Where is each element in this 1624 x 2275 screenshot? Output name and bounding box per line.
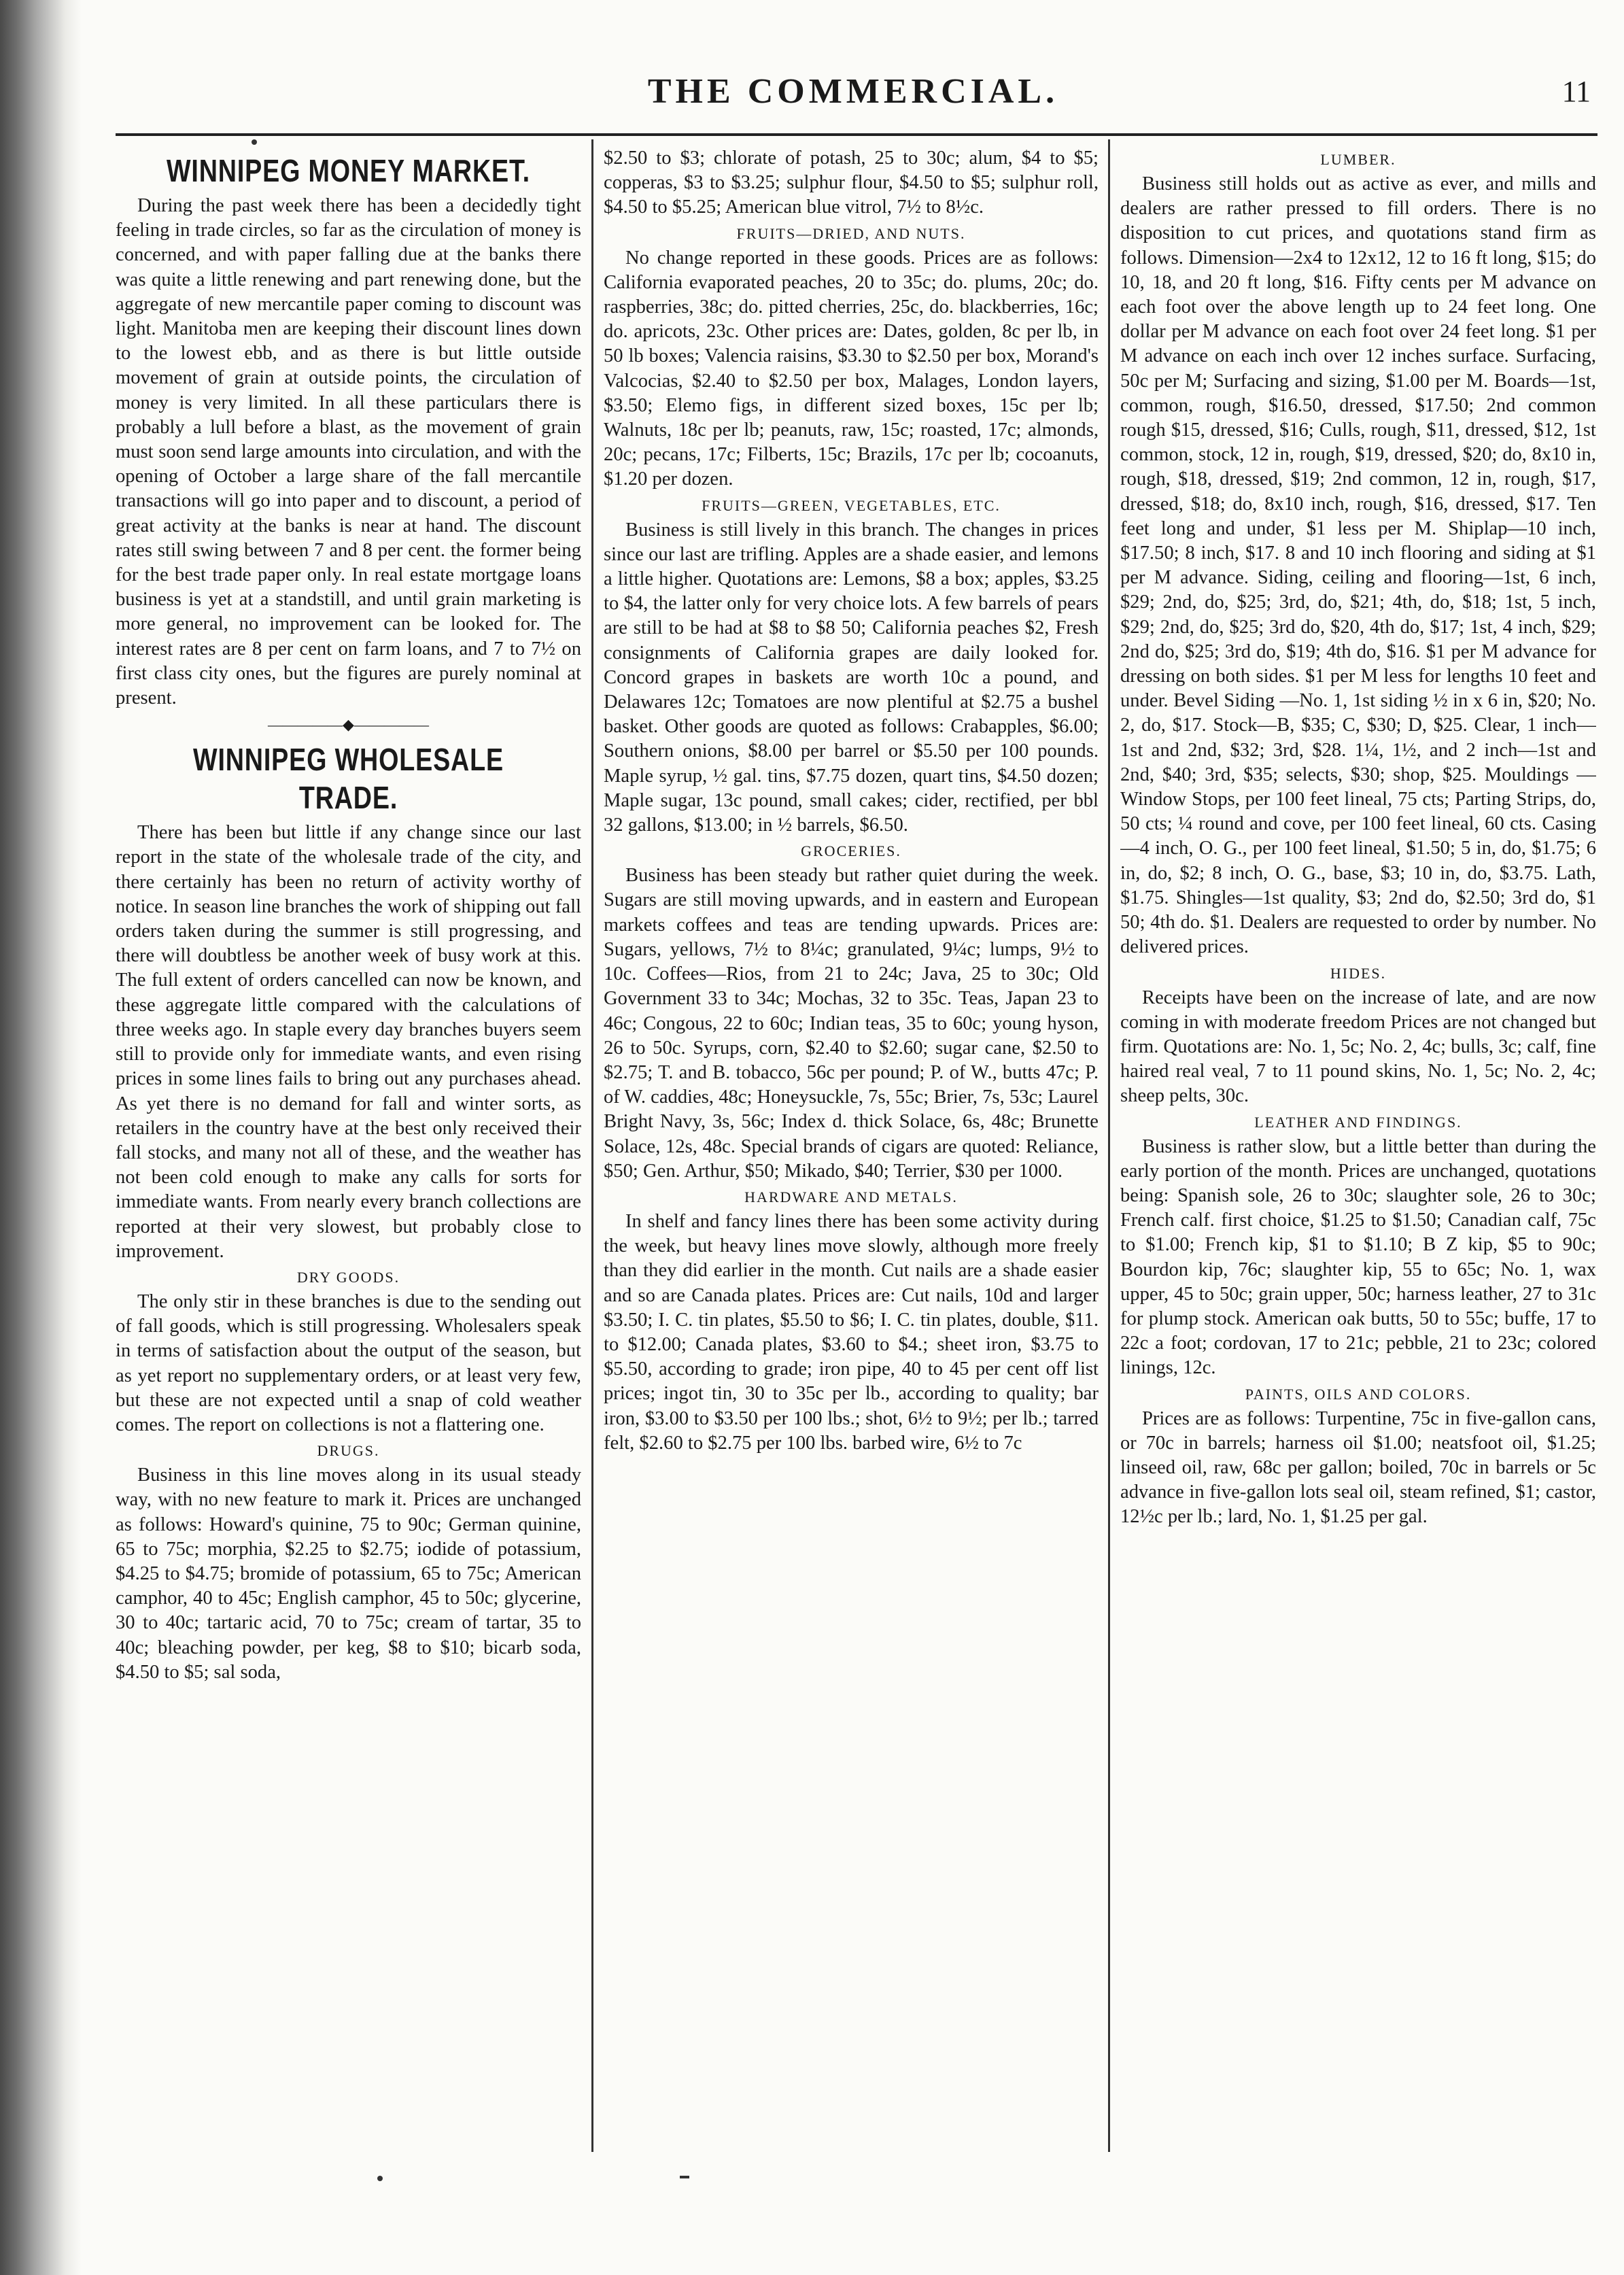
headline-money-market: WINNIPEG MONEY MARKET. bbox=[167, 153, 530, 188]
column-divider-2 bbox=[1108, 139, 1110, 2152]
subhead-groceries: GROCERIES. bbox=[801, 842, 901, 860]
print-speck bbox=[252, 139, 257, 145]
column-divider-1 bbox=[591, 139, 593, 2152]
newspaper-title: THE COMMERCIAL. bbox=[647, 72, 1059, 111]
article-dry-goods: The only stir in these branches is due to the sending out of fall goods, which is still progressing. Wholesalers speak in terms of satisfaction about the output of the season, but as yet report no supplementary orders, or at least very few, but these are not expected until a snap of cold weather comes. The report on collections is not a flattering one. bbox=[116, 1290, 581, 1435]
article-leather: Business is rather slow, but a little better than during the early portion of the month. Prices are unchanged, quotations being: Spanish sole, 26 to 30c; slaughter sole, 26 to 30c; French calf. first choice, $1.25 to $1.50; Canadian calf, 75c to $1.00; French kip, $1 to $1.10; B Z kip, $5 to 90c; Bourdon kip, 76c; slaughter kip, 55 to 65c; No. 1, wax upper, 45 to 50c; grain upper, 50c; harness leather, 27 to 31c for plump stock. American oak butts, 50 to 55c; buffe, 17 to 22c a foot; cordovan, 17 to 21c; pebble, 21 to 23c; colored linings, 12c. bbox=[1120, 1135, 1596, 1379]
subhead-drugs: DRUGS. bbox=[317, 1442, 380, 1460]
subhead-dry-goods: DRY GOODS. bbox=[296, 1268, 400, 1286]
masthead-rule bbox=[116, 133, 1597, 136]
masthead bbox=[116, 65, 1591, 119]
headline-wholesale-trade: WINNIPEG WHOLESALE TRADE. bbox=[193, 742, 504, 816]
article-fruits-green: Business is still lively in this branch. The changes in prices since our last are trifling. Apples are a shade easier, and lemons a little higher. Quotations are: Lemons, $8 a box; apples, $3.25 to $4, the latter only for very choice lots. A few barrels of pears are still to be had at $8 to $8 50; California peaches $2, Fresh consignments of California grapes are daily looked for. Concord grapes in baskets are worth 10c a pound, and Delawares 12c; Tomatoes are now plentiful at $2.75 a bushel basket. Other goods are quoted as follows: Crabapples, $6.00; Southern onions, $8.00 per barrel or $5.50 per 100 pounds. Maple syrup, ½ gal. tins, $7.75 dozen, quart tins, $4.50 dozen; Maple sugar, 13c pound, small cakes; cider, rectified, per bbl 32 gallons, $13.00; in ½ barrels, $6.50. bbox=[604, 519, 1099, 836]
column-2 bbox=[604, 146, 1099, 2152]
article-hides: Receipts have been on the increase of late, and are now coming in with moderate freedom Prices are not changed but firm. Quotations are: No. 1, 5c; No. 2, 4c; bulls, 3c; calf, fine haired real veal, 7 to 11 pound skins, No. 1, 5c; No. 2, 4c; sheep pelts, 30c. bbox=[1120, 987, 1596, 1107]
article-lumber: Business still holds out as active as ever, and mills and dealers are rather pressed to fill orders. There is no disposition to cut prices, and quotations stand firm as follows. Dimension—2x4 to 12x12, 12 to 16 ft long, $15; do 10, 18, and 20 ft long, $16. Fifty cents per M advance on each foot over the above length up to 24 feet long. One dollar per M advance on each foot over 24 feet long. $1 per M advance on each inch over 12 inches surface. Surfacing, 50c per M; Surfacing and sizing, $1.00 per M. Boards—1st, common, rough, $16.50, dressed, $17.50; 2nd common rough $15, dressed, $16; Culls, rough, $11, dressed, $12, 1st common, stock, 12 in, rough, $19, dressed, $20; do, 8x10 in, rough, $18, dressed, $19; 2nd common, 12 in, rough, $17, dressed, $18; do, 8x10 inch, rough, $16, dressed, $17. Ten feet long and under, $1 less per M. Shiplap—10 inch, $17.50; 8 inch, $17. 8 and 10 inch flooring and siding at $1 per M advance. Siding, ceiling and flooring—1st, 6 inch, $29; 2nd, do, $25; 3rd, do, $21; 4th, do, $18; 1st, 5 inch, $29; 2nd, do, $25; 3rd do, $20, 4th do, $17; 1st, 4 inch, $29; 2nd do, $25; 3rd do, $19; 4th do, $16. $1 per M advance for dressing on both sides. $1 per M less for lengths 10 feet and under. Bevel Siding —No. 1, 1st siding ½ in x 6 in, $20; No. 2, do, $17. Stock—B, $35; C, $30; D, $25. Clear, 1 inch—1st and 2nd, $32; 3rd, $28. 1¼, 1½, and 2 inch—1st and 2nd, $40; 3rd, $35; selects, $30; shop, $25. Mouldings —Window Stops, per 100 feet lineal, 75 cts; Parting Strips, do, 50 cts; ¼ round and cove, per 100 feet lineal, 60 cts. Casing—4 inch, O. G., per 100 feet lineal, $1.50; 5 in, do, $1.75; 6 in, do, $2; 8 inch, O. G., base, $3; 10 in, do, $3.75. Lath, $1.75. Shingles—1st quality, $3; 2nd do, $2.50; 3rd do, $1 50; 4th do. $1. Dealers are requested to order by number. No delivered prices. bbox=[1120, 173, 1596, 958]
subhead-hides: HIDES. bbox=[1330, 964, 1387, 982]
subhead-paints: PAINTS, OILS AND COLORS. bbox=[1245, 1385, 1472, 1403]
article-wholesale-trade: There has been but little if any change since our last report in the state of the wholesale trade of the city, and there certainly has been no return of activity worthy of notice. In season line branches the work of shipping out fall orders taken during the summer is still progressing, and there will doubtless be another week of busy work at this. The full extent of orders cancelled can now be known, and these aggregate little compared with the calculations of three weeks ago. In staple every day branches buyers seem still to provide only for immediate wants, and even rising prices in some lines fails to bring out any purchases ahead. As yet there is no demand for fall and winter sorts, as retailers in the country have at the best only received their fall stocks, and many not all of these, and the weather has not been cold enough to make any calls for sorts for immediate wants. From nearly every branch collections are reported at their very slowest, but probably close to improvement. bbox=[116, 822, 581, 1262]
article-hardware: In shelf and fancy lines there has been some activity during the week, but heavy lines move slowly, although more freely than they did earlier in the month. Cut nails are a shade easier and so are Canada plates. Prices are: Cut nails, 10d and larger $3.50; I. C. tin plates, $5.50 to $6; I. C. tin plates, double, $11. to $12.00; Canada plates, $3.60 to $4.; sheet iron, $3.75 to $5.50, according to grade; iron pipe, 40 to 45 per cent off list prices; ingot tin, 30 to 35c per lb., according to quality; bar iron, $3.00 to $3.50 per 100 lbs.; shot, 6½ to 9½; per lb.; tarred felt, $2.60 to $2.75 per 100 lbs. barbed wire, 6½ to 7c bbox=[604, 1210, 1099, 1454]
article-drugs: Business in this line moves along in its usual steady way, with no new feature to mark it. Prices are unchanged as follows: Howard's quinine, 75 to 90c; German quinine, 65 to 75c; morphia, $2.25 to $2.75; iodide of potassium, $4.25 to $4.75; bromide of potassium, 65 to 75c; American camphor, 40 to 45c; English camphor, 45 to 50c; glycerine, 30 to 40c; tartaric acid, 70 to 75c; cream of tartar, 35 to 40c; bleaching powder, per keg, $8 to $10; bicarb soda, $4.50 to $5; sal soda, bbox=[116, 1465, 581, 1683]
article-drugs-continued: $2.50 to $3; chlorate of potash, 25 to 30c; alum, $4 to $5; copperas, $3 to $3.25; sulphur flour, $4.50 to $5; sulphur roll, $4.50 to $5.25; American blue vitrol, 7½ to 8½c. bbox=[604, 148, 1099, 218]
subhead-lumber: LUMBER. bbox=[1320, 151, 1396, 168]
print-speck bbox=[377, 2176, 383, 2181]
print-speck bbox=[680, 2176, 689, 2178]
column-1 bbox=[116, 146, 581, 2152]
article-groceries: Business has been steady but rather quiet during the week. Sugars are still moving upwards, and in eastern and European markets coffees and teas are tending upwards. Prices are: Sugars, yellows, 7½ to 8¼c; granulated, 9¼c; lumps, 9½ to 10c. Coffees—Rios, from 21 to 24c; Java, 25 to 30c; Old Government 33 to 34c; Mochas, 32 to 35c. Teas, Japan 23 to 46c; Congous, 22 to 60c; Indian teas, 35 to 60c; young hyson, 26 to 50c. Syrups, corn, $2.40 to $2.60; sugar cane, $2.50 to $2.75; T. and B. tobacco, 56c per pound; P. of W., butts 47c; P. of W. caddies, 48c; Honeysuckle, 7s, 55c; Brier, 7s, 53c; Laurel Bright Navy, 3s, 56c; Index d. thick Solace, 6s, 48c; Brunette Solace, 12s, 48c. Special brands of cigars are quoted: Reliance, $50; Gen. Arthur, $50; Mikado, $40; Terrier, $30 per 1000. bbox=[604, 865, 1099, 1182]
article-money-market: During the past week there has been a decidedly tight feeling in trade circles, so far as the circulation of money is concerned, and with paper falling due at the banks there was quite a little renewing and part renewing done, but the aggregate of new mercantile paper coming to discount was light. Manitoba men are keeping their discount lines down to the lowest ebb, and as there is but little outside movement of grain at outside points, the circulation of money is very limited. In all these particulars there is probably a lull before a blast, as the movement of grain must soon send large amounts into circulation, and with the opening of October a large share of the fall mercantile transactions will go into paper and to discount, a period of great activity at the banks is near at hand. The discount rates still swing between 7 and 8 per cent. the former being for the best trade paper only. In real estate mortgage loans business is yet at a standstill, and until grain marketing is more general, no improvement can be looked for. The interest rates are 8 per cent on farm loans, and 7 to 7½ on first class city ones, but the figures are purely nominal at present. bbox=[116, 195, 581, 709]
page-binding-shadow bbox=[0, 0, 82, 2275]
subhead-fruits-dried: FRUITS—DRIED, AND NUTS. bbox=[736, 224, 966, 242]
article-paints: Prices are as follows: Turpentine, 75c in five-gallon cans, or 70c in barrels; harness oil $1.00; neatsfoot oil, $1.25; linseed oil, raw, 68c per gallon; boiled, 70c in barrels or 5c advance in five-gallon lots seal oil, steam refined, $1; castor, 12½c per lb.; lard, No. 1, $1.25 per gal. bbox=[1120, 1407, 1596, 1528]
subhead-hardware: HARDWARE AND METALS. bbox=[744, 1188, 958, 1205]
section-separator: —————◆————— bbox=[268, 716, 429, 734]
subhead-leather: LEATHER AND FINDINGS. bbox=[1254, 1113, 1462, 1131]
column-3 bbox=[1120, 146, 1596, 2152]
article-fruits-dried: No change reported in these goods. Prices are as follows: California evaporated peaches, 20 to 35c; do. plums, 20c; do. raspberries, 38c; do. pitted cherries, 25c, do. blackberries, 16c; do. apricots, 23c. Other prices are: Dates, golden, 8c per lb, in 50 lb boxes; Valencia raisins, $3.30 to $2.50 per box, Morand's Valcocias, $2.40 to $2.50 per box, Malages, London layers, $3.50; Elemo figs, in different sized boxes, 15c per lb; Walnuts, 18c per lb; peanuts, raw, 15c; roasted, 17c; almonds, 20c; pecans, 17c; Filberts, 15c; Brazils, 17c per lb; cocoanuts, $1.20 per dozen. bbox=[604, 247, 1099, 490]
page-number: 11 bbox=[1561, 75, 1591, 108]
subhead-fruits-green: FRUITS—GREEN, VEGETABLES, ETC. bbox=[702, 496, 1001, 514]
